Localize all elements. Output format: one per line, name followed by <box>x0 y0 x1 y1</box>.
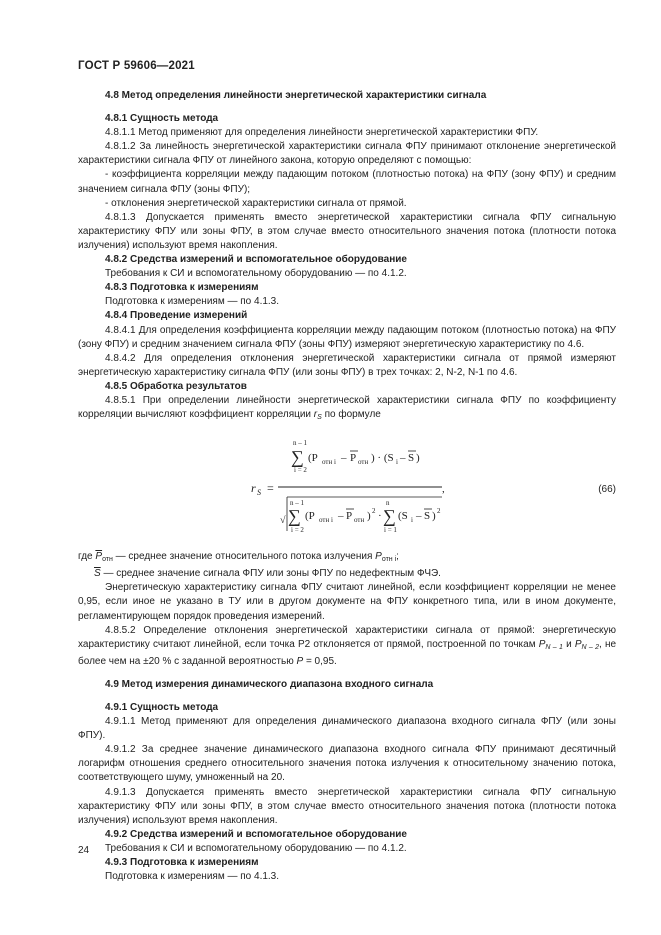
where-clause <box>78 567 616 581</box>
symbol-pn-1: P <box>538 638 546 650</box>
paragraph: 4.8.1.2 За линейность энергетической характеристики сигнала ФПУ принимают отклонение энергетической характеристики сигнала ФПУ от линейного закона, которую определяют с помощью: <box>78 141 616 167</box>
formula-66 <box>78 425 616 550</box>
page-number: 24 <box>78 845 90 856</box>
svg-text:S: S <box>424 510 431 523</box>
svg-text:∑: ∑ <box>383 506 396 527</box>
paragraph: 4.8.4.1 Для определения коэффициента корреляции между падающим потоком (плотностью потока) на ФПУ (зону ФПУ) и средним значением сигнала ФПУ (зоны ФПУ) измеряют энергетическую характеристику по 4.6. <box>78 324 616 350</box>
where-text: — среднее значение относительного потока излучения <box>115 551 373 563</box>
svg-text:отн i: отн i <box>322 458 336 467</box>
svg-text:S: S <box>408 452 415 465</box>
symbol-p: P <box>375 551 382 563</box>
subsection-heading-4-8-5: 4.8.5 Обработка результатов <box>105 380 247 392</box>
svg-text:(P: (P <box>305 510 315 523</box>
svg-text:P: P <box>346 510 353 523</box>
svg-text:): ) <box>432 510 436 523</box>
svg-text:(P: (P <box>308 452 318 465</box>
subsection-heading-4-9-1: 4.9.1 Сущность метода <box>105 702 219 713</box>
subsection-heading-4-8-3: 4.8.3 Подготовка к измерениям <box>105 282 259 294</box>
symbol-pn-2: P <box>574 638 582 650</box>
svg-text:–: – <box>400 452 406 465</box>
paragraph: 4.9.1.2 За среднее значение динамического диапазона входного сигнала ФПУ принимают десятичный логарифм отношения среднего относительного значения потока излучения к относительному значению потока, соответствующего шуму, умноженный на 20. <box>78 744 616 784</box>
symbol-p-mean: $\overline{P}$ <box>95 551 103 563</box>
list-item: - коэффициента корреляции между падающим потоком (плотностью потока) на ФПУ (зону ФПУ) и средним значением сигнала ФПУ (зоны ФПУ); <box>78 169 616 195</box>
paragraph-text: и <box>566 638 572 650</box>
paragraph: Требования к СИ и вспомогательному оборудованию — по 4.1.2. <box>105 268 407 280</box>
section-heading-4-9: 4.9 Метод измерения динамического диапазона входного сигнала <box>105 678 434 690</box>
paragraph-text: 4.8.5.2 Определение отклонения энергетической характеристики сигнала от прямой: энергетическую характеристику считают линейной, если точка Р2 отклоняется от прямой, построенной по точкам <box>78 624 616 650</box>
svg-text:2: 2 <box>372 507 376 516</box>
svg-text:∑: ∑ <box>288 506 301 527</box>
paragraph: 4.9.1.1 Метод применяют для определения динамического диапазона входного сигнала ФПУ (или зоны ФПУ). <box>78 716 616 742</box>
svg-text:r: r <box>251 481 256 496</box>
svg-text:(S: (S <box>398 510 408 523</box>
svg-text:n: n <box>386 499 390 508</box>
correlation-formula <box>78 425 616 550</box>
paragraph-text: по формуле <box>324 409 381 421</box>
svg-text:i = 1: i = 1 <box>384 526 397 535</box>
svg-text:): ) <box>367 510 371 523</box>
svg-text:–: – <box>338 510 344 523</box>
paragraph <box>78 624 616 669</box>
symbol-s-mean: $\overline{S}$ <box>94 568 101 580</box>
list-item: - отклонения энергетической характеристики сигнала от прямой. <box>105 197 407 209</box>
symbol-p-sub: отн <box>102 556 113 564</box>
paragraph-text: = 0,95. <box>305 655 337 667</box>
paragraph <box>78 394 616 425</box>
where-text: — среднее значение сигнала ФПУ или зоны ФПУ по недефектным ФЧЭ. <box>103 568 441 580</box>
paragraph: Энергетическую характеристику сигнала ФПУ считают линейной, если коэффициент корреляции не менее 0,95, если иное не указано в ТУ или в другом документе на ФПУ конкретного типа, или в ином документе, регламентирующем порядок проведения измерений. <box>78 582 616 622</box>
paragraph: 4.9.1.3 Допускается применять вместо энергетической характеристики сигнала ФПУ сигнальную характеристику ФПУ или зоны ФПУ, в этом случае вместо относительного значения потока (плотности потока излучения) используют время накопления. <box>78 786 616 826</box>
formula-number: (66) <box>598 484 616 496</box>
svg-text:2: 2 <box>437 507 441 516</box>
symbol-pn-2-sub: N – 2 <box>581 643 600 651</box>
svg-text:n – 1: n – 1 <box>290 499 304 508</box>
subsection-heading-4-8-1: 4.8.1 Сущность метода <box>105 113 219 125</box>
where-label: где <box>78 551 93 563</box>
svg-text:i: i <box>396 458 398 467</box>
svg-text:i = 2: i = 2 <box>291 526 304 535</box>
svg-text:–: – <box>341 452 347 465</box>
subsection-heading-4-8-2: 4.8.2 Средства измерений и вспомогательное оборудование <box>105 254 407 266</box>
where-clause: где $\overline{P}_{отн}$ — среднее значение относительного потока излучения $P_{отн i}$; <box>78 551 399 564</box>
svg-text:отн: отн <box>354 516 365 525</box>
svg-text:n – 1: n – 1 <box>293 439 307 448</box>
svg-text:отн: отн <box>358 458 369 467</box>
paragraph: 4.8.1.3 Допускается применять вместо энергетической характеристики сигнала ФПУ сигнальную характеристику ФПУ или зоны ФПУ, в этом случае вместо относительного значения потока (плотности потока излучения) используют время накопления. <box>78 211 616 251</box>
svg-text:отн i: отн i <box>319 516 333 525</box>
symbol-p-prob: P <box>296 655 304 667</box>
svg-text:=: = <box>267 481 274 496</box>
subsection-heading-4-9-3: 4.9.3 Подготовка к измерениям <box>105 857 259 869</box>
svg-text:i = 2: i = 2 <box>294 466 307 475</box>
paragraph: Подготовка к измерениям — по 4.1.3. <box>105 296 280 308</box>
svg-text:i: i <box>411 516 413 525</box>
symbol-rs-sub: S <box>317 414 322 422</box>
standard-header: ГОСТ Р 59606—2021 <box>78 60 195 72</box>
svg-text:S: S <box>257 488 261 498</box>
paragraph: 4.8.1.1 Метод применяют для определения линейности энергетической характеристики ФПУ. <box>105 127 539 139</box>
svg-text:√: √ <box>280 515 286 527</box>
subsection-heading-4-9-2: 4.9.2 Средства измерений и вспомогательное оборудование <box>105 828 407 840</box>
paragraph: Требования к СИ и вспомогательному оборудованию — по 4.1.2. <box>105 842 407 854</box>
svg-text:) · (S: ) · (S <box>371 452 394 465</box>
paragraph: 4.8.4.2 Для определения отклонения энергетической характеристики сигнала от прямой измеряют энергетическую характеристику сигнала ФПУ (или зоны ФПУ) в трех точках: 2, N-2, N-1 по 4.6. <box>78 352 616 378</box>
svg-text:∑: ∑ <box>291 447 304 468</box>
paragraph: Подготовка к измерениям — по 4.1.3. <box>105 871 280 883</box>
symbol-rs: r <box>313 409 318 421</box>
document-body <box>78 89 616 884</box>
paragraph-text: 4.8.5.1 При определении линейности энергетической характеристики сигнала ФПУ по коэффициенту корреляции вычисляют коэффициент корреляции <box>78 394 616 421</box>
paragraph-text: , не более чем на ±20 % с заданной вероятностью <box>78 638 617 667</box>
symbol-pn-1-sub: N – 1 <box>545 643 563 651</box>
symbol-p-i-sub: отн i <box>381 556 397 564</box>
subsection-heading-4-8-4: 4.8.4 Проведение измерений <box>105 310 248 322</box>
svg-text:P: P <box>350 452 357 465</box>
svg-text:–: – <box>416 510 422 523</box>
svg-text:): ) <box>416 452 420 465</box>
svg-text:,: , <box>442 483 445 496</box>
svg-text:·: · <box>378 510 382 523</box>
section-heading-4-8: 4.8 Метод определения линейности энергетической характеристики сигнала <box>105 90 487 101</box>
